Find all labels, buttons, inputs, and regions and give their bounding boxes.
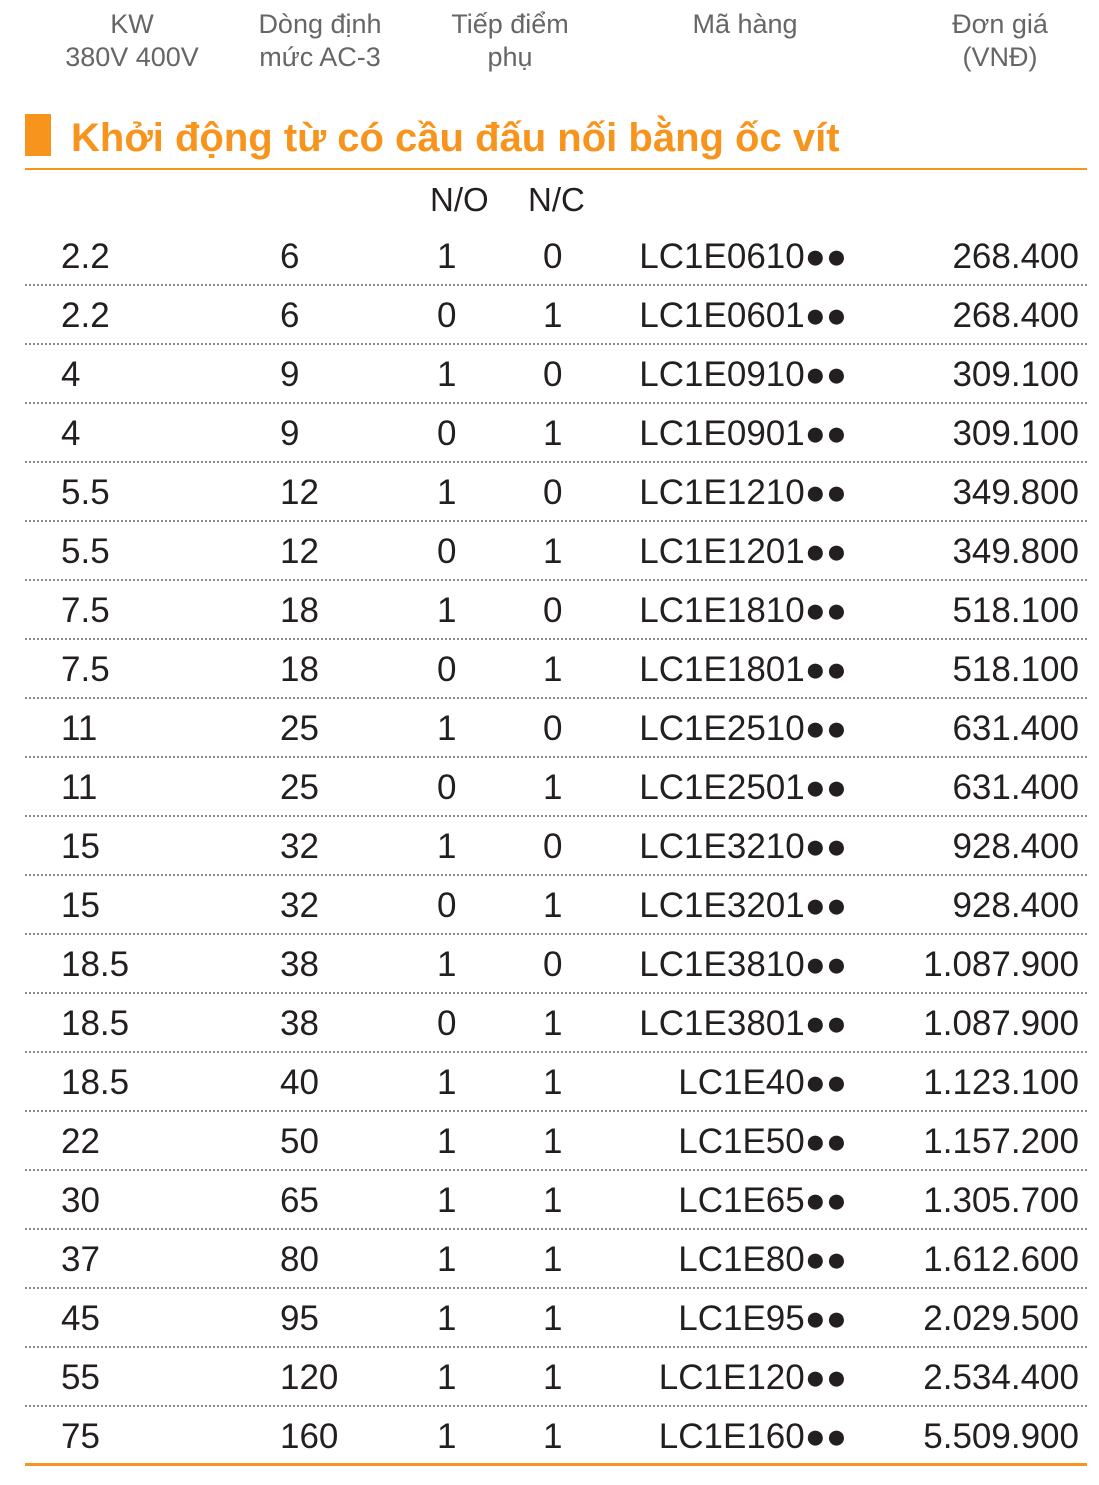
cell-no: 0 (437, 414, 457, 453)
cell-kw: 55 (61, 1358, 100, 1397)
cell-unit-price: 1.087.900 (923, 945, 1079, 984)
cell-unit-price: 518.100 (952, 650, 1079, 689)
cell-product-code: LC1E50●● (678, 1122, 847, 1161)
header-rated-line1: Dòng định (258, 9, 382, 39)
cell-nc: 0 (543, 945, 563, 984)
table-row (25, 581, 1087, 640)
cell-unit-price: 518.100 (952, 591, 1079, 630)
cell-no: 1 (437, 355, 457, 394)
header-aux-line1: Tiếp điểm (451, 9, 569, 39)
header-kw-line2: 380V 400V (65, 42, 199, 72)
cell-rated-current: 80 (280, 1240, 319, 1279)
cell-unit-price: 928.400 (952, 827, 1079, 866)
cell-unit-price: 309.100 (952, 414, 1079, 453)
cell-kw: 4 (61, 355, 81, 394)
cell-rated-current: 18 (280, 591, 319, 630)
header-rated-line2: mức AC-3 (259, 42, 381, 72)
section-title: Khởi động từ có cầu đấu nối bằng ốc vít (71, 116, 840, 160)
table-row (25, 640, 1087, 699)
cell-no: 1 (437, 827, 457, 866)
cell-no: 1 (437, 1063, 457, 1102)
cell-no: 0 (437, 1004, 457, 1043)
table-row (25, 286, 1087, 345)
table-row (25, 1171, 1087, 1230)
cell-rated-current: 6 (280, 237, 300, 276)
table-row (25, 1407, 1087, 1466)
cell-unit-price: 268.400 (952, 237, 1079, 276)
cell-rated-current: 40 (280, 1063, 319, 1102)
cell-rated-current: 65 (280, 1181, 319, 1220)
cell-no: 0 (437, 296, 457, 335)
cell-rated-current: 32 (280, 827, 319, 866)
cell-nc: 0 (543, 237, 563, 276)
cell-kw: 45 (61, 1299, 100, 1338)
cell-no: 0 (437, 650, 457, 689)
cell-unit-price: 1.305.700 (923, 1181, 1079, 1220)
cell-no: 1 (437, 1417, 457, 1456)
cell-no: 1 (437, 709, 457, 748)
cell-kw: 18.5 (61, 1063, 130, 1102)
cell-no: 1 (437, 1299, 457, 1338)
table-row (25, 1230, 1087, 1289)
cell-product-code: LC1E80●● (678, 1240, 847, 1279)
cell-rated-current: 12 (280, 473, 319, 512)
cell-unit-price: 349.800 (952, 473, 1079, 512)
cell-kw: 5.5 (61, 532, 110, 571)
cell-product-code: LC1E65●● (678, 1181, 847, 1220)
section-marker (25, 114, 51, 156)
header-rated-current (220, 8, 420, 74)
cell-kw: 7.5 (61, 591, 110, 630)
table-row (25, 758, 1087, 817)
cell-product-code: LC1E3801●● (639, 1004, 847, 1043)
cell-kw: 18.5 (61, 1004, 130, 1043)
cell-kw: 5.5 (61, 473, 110, 512)
header-kw (32, 8, 232, 74)
cell-rated-current: 120 (280, 1358, 339, 1397)
cell-rated-current: 12 (280, 532, 319, 571)
header-aux-contact (410, 8, 610, 74)
cell-nc: 1 (543, 1240, 563, 1279)
table-row (25, 463, 1087, 522)
cell-nc: 1 (543, 1299, 563, 1338)
table-row (25, 994, 1087, 1053)
cell-unit-price: 5.509.900 (923, 1417, 1079, 1456)
cell-unit-price: 1.157.200 (923, 1122, 1079, 1161)
cell-product-code: LC1E3810●● (639, 945, 847, 984)
table-row (25, 876, 1087, 935)
cell-rated-current: 6 (280, 296, 300, 335)
cell-kw: 11 (61, 709, 98, 748)
cell-unit-price: 309.100 (952, 355, 1079, 394)
cell-kw: 4 (61, 414, 81, 453)
cell-nc: 0 (543, 473, 563, 512)
cell-no: 1 (437, 473, 457, 512)
cell-rated-current: 50 (280, 1122, 319, 1161)
price-table (25, 227, 1087, 1466)
cell-unit-price: 1.123.100 (923, 1063, 1079, 1102)
subheader-no: N/O (430, 181, 489, 218)
cell-no: 0 (437, 532, 457, 571)
cell-no: 1 (437, 945, 457, 984)
header-aux-line2: phụ (487, 42, 533, 72)
table-row (25, 1112, 1087, 1171)
header-product-code (645, 8, 845, 41)
cell-rated-current: 38 (280, 1004, 319, 1043)
cell-nc: 1 (543, 1417, 563, 1456)
cell-kw: 18.5 (61, 945, 130, 984)
table-row (25, 1348, 1087, 1407)
table-row (25, 345, 1087, 404)
cell-unit-price: 1.087.900 (923, 1004, 1079, 1043)
cell-kw: 37 (61, 1240, 100, 1279)
cell-product-code: LC1E0610●● (639, 237, 847, 276)
cell-rated-current: 160 (280, 1417, 339, 1456)
cell-nc: 0 (543, 355, 563, 394)
cell-rated-current: 25 (280, 768, 319, 807)
cell-rated-current: 32 (280, 886, 319, 925)
cell-nc: 0 (543, 827, 563, 866)
cell-rated-current: 9 (280, 355, 300, 394)
cell-unit-price: 349.800 (952, 532, 1079, 571)
cell-kw: 11 (61, 768, 98, 807)
section-header (25, 108, 1087, 170)
cell-unit-price: 268.400 (952, 296, 1079, 335)
table-row (25, 227, 1087, 286)
cell-kw: 7.5 (61, 650, 110, 689)
table-row (25, 817, 1087, 876)
cell-no: 1 (437, 237, 457, 276)
cell-kw: 15 (61, 886, 100, 925)
cell-nc: 1 (543, 532, 563, 571)
cell-nc: 1 (543, 1063, 563, 1102)
cell-product-code: LC1E2510●● (639, 709, 847, 748)
header-price-line1: Đơn giá (952, 9, 1048, 39)
cell-nc: 1 (543, 414, 563, 453)
cell-nc: 1 (543, 1358, 563, 1397)
table-row (25, 1053, 1087, 1112)
cell-product-code: LC1E2501●● (639, 768, 847, 807)
table-row (25, 935, 1087, 994)
cell-nc: 1 (543, 1122, 563, 1161)
cell-nc: 0 (543, 709, 563, 748)
cell-nc: 1 (543, 1181, 563, 1220)
header-kw-line1: KW (110, 9, 154, 39)
cell-unit-price: 2.029.500 (923, 1299, 1079, 1338)
cell-rated-current: 9 (280, 414, 300, 453)
cell-product-code: LC1E160●● (658, 1417, 847, 1456)
cell-product-code: LC1E1210●● (639, 473, 847, 512)
cell-no: 0 (437, 768, 457, 807)
cell-product-code: LC1E3201●● (639, 886, 847, 925)
cell-no: 1 (437, 591, 457, 630)
cell-product-code: LC1E3210●● (639, 827, 847, 866)
cell-product-code: LC1E1201●● (639, 532, 847, 571)
cell-product-code: LC1E120●● (658, 1358, 847, 1397)
header-unit-price (900, 8, 1099, 74)
cell-product-code: LC1E1810●● (639, 591, 847, 630)
cell-nc: 1 (543, 296, 563, 335)
table-row (25, 522, 1087, 581)
cell-kw: 75 (61, 1417, 100, 1456)
cell-rated-current: 38 (280, 945, 319, 984)
header-price-line2: (VNĐ) (962, 42, 1038, 72)
cell-nc: 1 (543, 886, 563, 925)
cell-no: 1 (437, 1240, 457, 1279)
cell-unit-price: 631.400 (952, 709, 1079, 748)
cell-kw: 30 (61, 1181, 100, 1220)
subheader-nc: N/C (528, 181, 585, 218)
header-code-line1: Mã hàng (692, 9, 798, 39)
cell-product-code: LC1E0901●● (639, 414, 847, 453)
cell-kw: 22 (61, 1122, 100, 1161)
table-row (25, 1289, 1087, 1348)
cell-kw: 2.2 (61, 296, 110, 335)
cell-nc: 1 (543, 1004, 563, 1043)
cell-rated-current: 18 (280, 650, 319, 689)
cell-unit-price: 928.400 (952, 886, 1079, 925)
cell-kw: 15 (61, 827, 100, 866)
cell-product-code: LC1E40●● (678, 1063, 847, 1102)
cell-no: 1 (437, 1181, 457, 1220)
cell-no: 0 (437, 886, 457, 925)
cell-no: 1 (437, 1122, 457, 1161)
table-row (25, 404, 1087, 463)
cell-nc: 1 (543, 650, 563, 689)
cell-kw: 2.2 (61, 237, 110, 276)
cell-no: 1 (437, 1358, 457, 1397)
cell-unit-price: 2.534.400 (923, 1358, 1079, 1397)
cell-nc: 0 (543, 591, 563, 630)
cell-product-code: LC1E0910●● (639, 355, 847, 394)
cell-rated-current: 95 (280, 1299, 319, 1338)
table-row (25, 699, 1087, 758)
cell-unit-price: 1.612.600 (923, 1240, 1079, 1279)
cell-unit-price: 631.400 (952, 768, 1079, 807)
cell-rated-current: 25 (280, 709, 319, 748)
cell-product-code: LC1E0601●● (639, 296, 847, 335)
cell-nc: 1 (543, 768, 563, 807)
cell-product-code: LC1E1801●● (639, 650, 847, 689)
cell-product-code: LC1E95●● (678, 1299, 847, 1338)
